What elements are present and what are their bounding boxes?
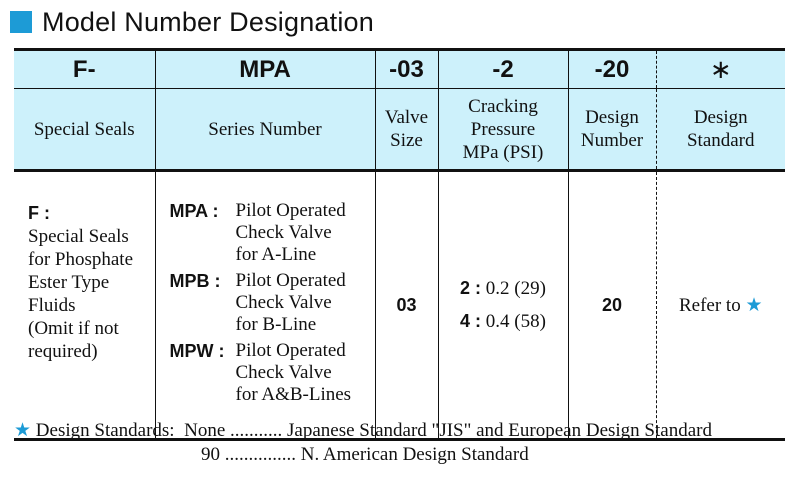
refer-to-text: Refer to bbox=[678, 294, 741, 316]
code-series: MPA bbox=[155, 50, 375, 89]
code-row bbox=[14, 50, 785, 89]
section-title bbox=[10, 4, 374, 40]
code-special-seals: F- bbox=[14, 50, 155, 89]
seals-line: Ester Type bbox=[28, 272, 110, 293]
cracking-option: 2 : 0.2 (29) bbox=[460, 278, 546, 299]
star-icon: ★ bbox=[14, 419, 32, 441]
series-item-mpw: MPW : Pilot Operated Check Valve for A&B-Lines bbox=[169, 340, 352, 405]
series-item-mpa: MPA : Pilot Operated Check Valve for A-Line bbox=[169, 200, 346, 265]
code-valve-size: -03 bbox=[375, 50, 438, 89]
seals-line: required) bbox=[28, 341, 98, 362]
page-title: Model Number Designation bbox=[42, 6, 374, 37]
seals-line: Special Seals bbox=[28, 226, 129, 247]
note-label: Design Standards: bbox=[35, 420, 175, 441]
code-cracking-pressure: -2 bbox=[438, 50, 568, 89]
label-design-number: Design Number bbox=[568, 89, 656, 171]
seals-line: for Phosphate bbox=[28, 249, 134, 270]
series-cell bbox=[155, 171, 375, 440]
cracking-option: 4 : 0.4 (58) bbox=[460, 311, 546, 332]
series-item-mpb: MPB : Pilot Operated Check Valve for B-Line bbox=[169, 270, 346, 335]
design-number-value: 20 bbox=[568, 171, 656, 440]
title-square-icon bbox=[10, 11, 32, 33]
seals-line: Fluids bbox=[28, 295, 76, 316]
valve-size-value: 03 bbox=[375, 171, 438, 440]
label-special-seals: Special Seals bbox=[14, 89, 155, 171]
label-cracking-pressure: Cracking Pressure MPa (PSI) bbox=[438, 89, 568, 171]
label-design-standard: Design Standard bbox=[656, 89, 785, 171]
code-design-standard: ∗ bbox=[656, 50, 785, 89]
special-seals-cell bbox=[14, 171, 155, 440]
label-row bbox=[14, 89, 785, 171]
label-series-number: Series Number bbox=[155, 89, 375, 171]
body-row bbox=[14, 171, 785, 440]
design-standards-note: ★ Design Standards: None ........... Japanese Standard "JIS" and European Design Standard 90 ............... N. American Design Standard bbox=[14, 419, 712, 465]
cracking-pressure-cell bbox=[438, 171, 568, 440]
seals-code: F : bbox=[28, 203, 50, 223]
star-icon: ★ bbox=[745, 293, 763, 316]
design-standard-cell bbox=[656, 171, 785, 440]
model-number-table bbox=[14, 48, 785, 441]
label-valve-size: Valve Size bbox=[375, 89, 438, 171]
code-design-number: -20 bbox=[568, 50, 656, 89]
seals-line: (Omit if not bbox=[28, 318, 119, 339]
